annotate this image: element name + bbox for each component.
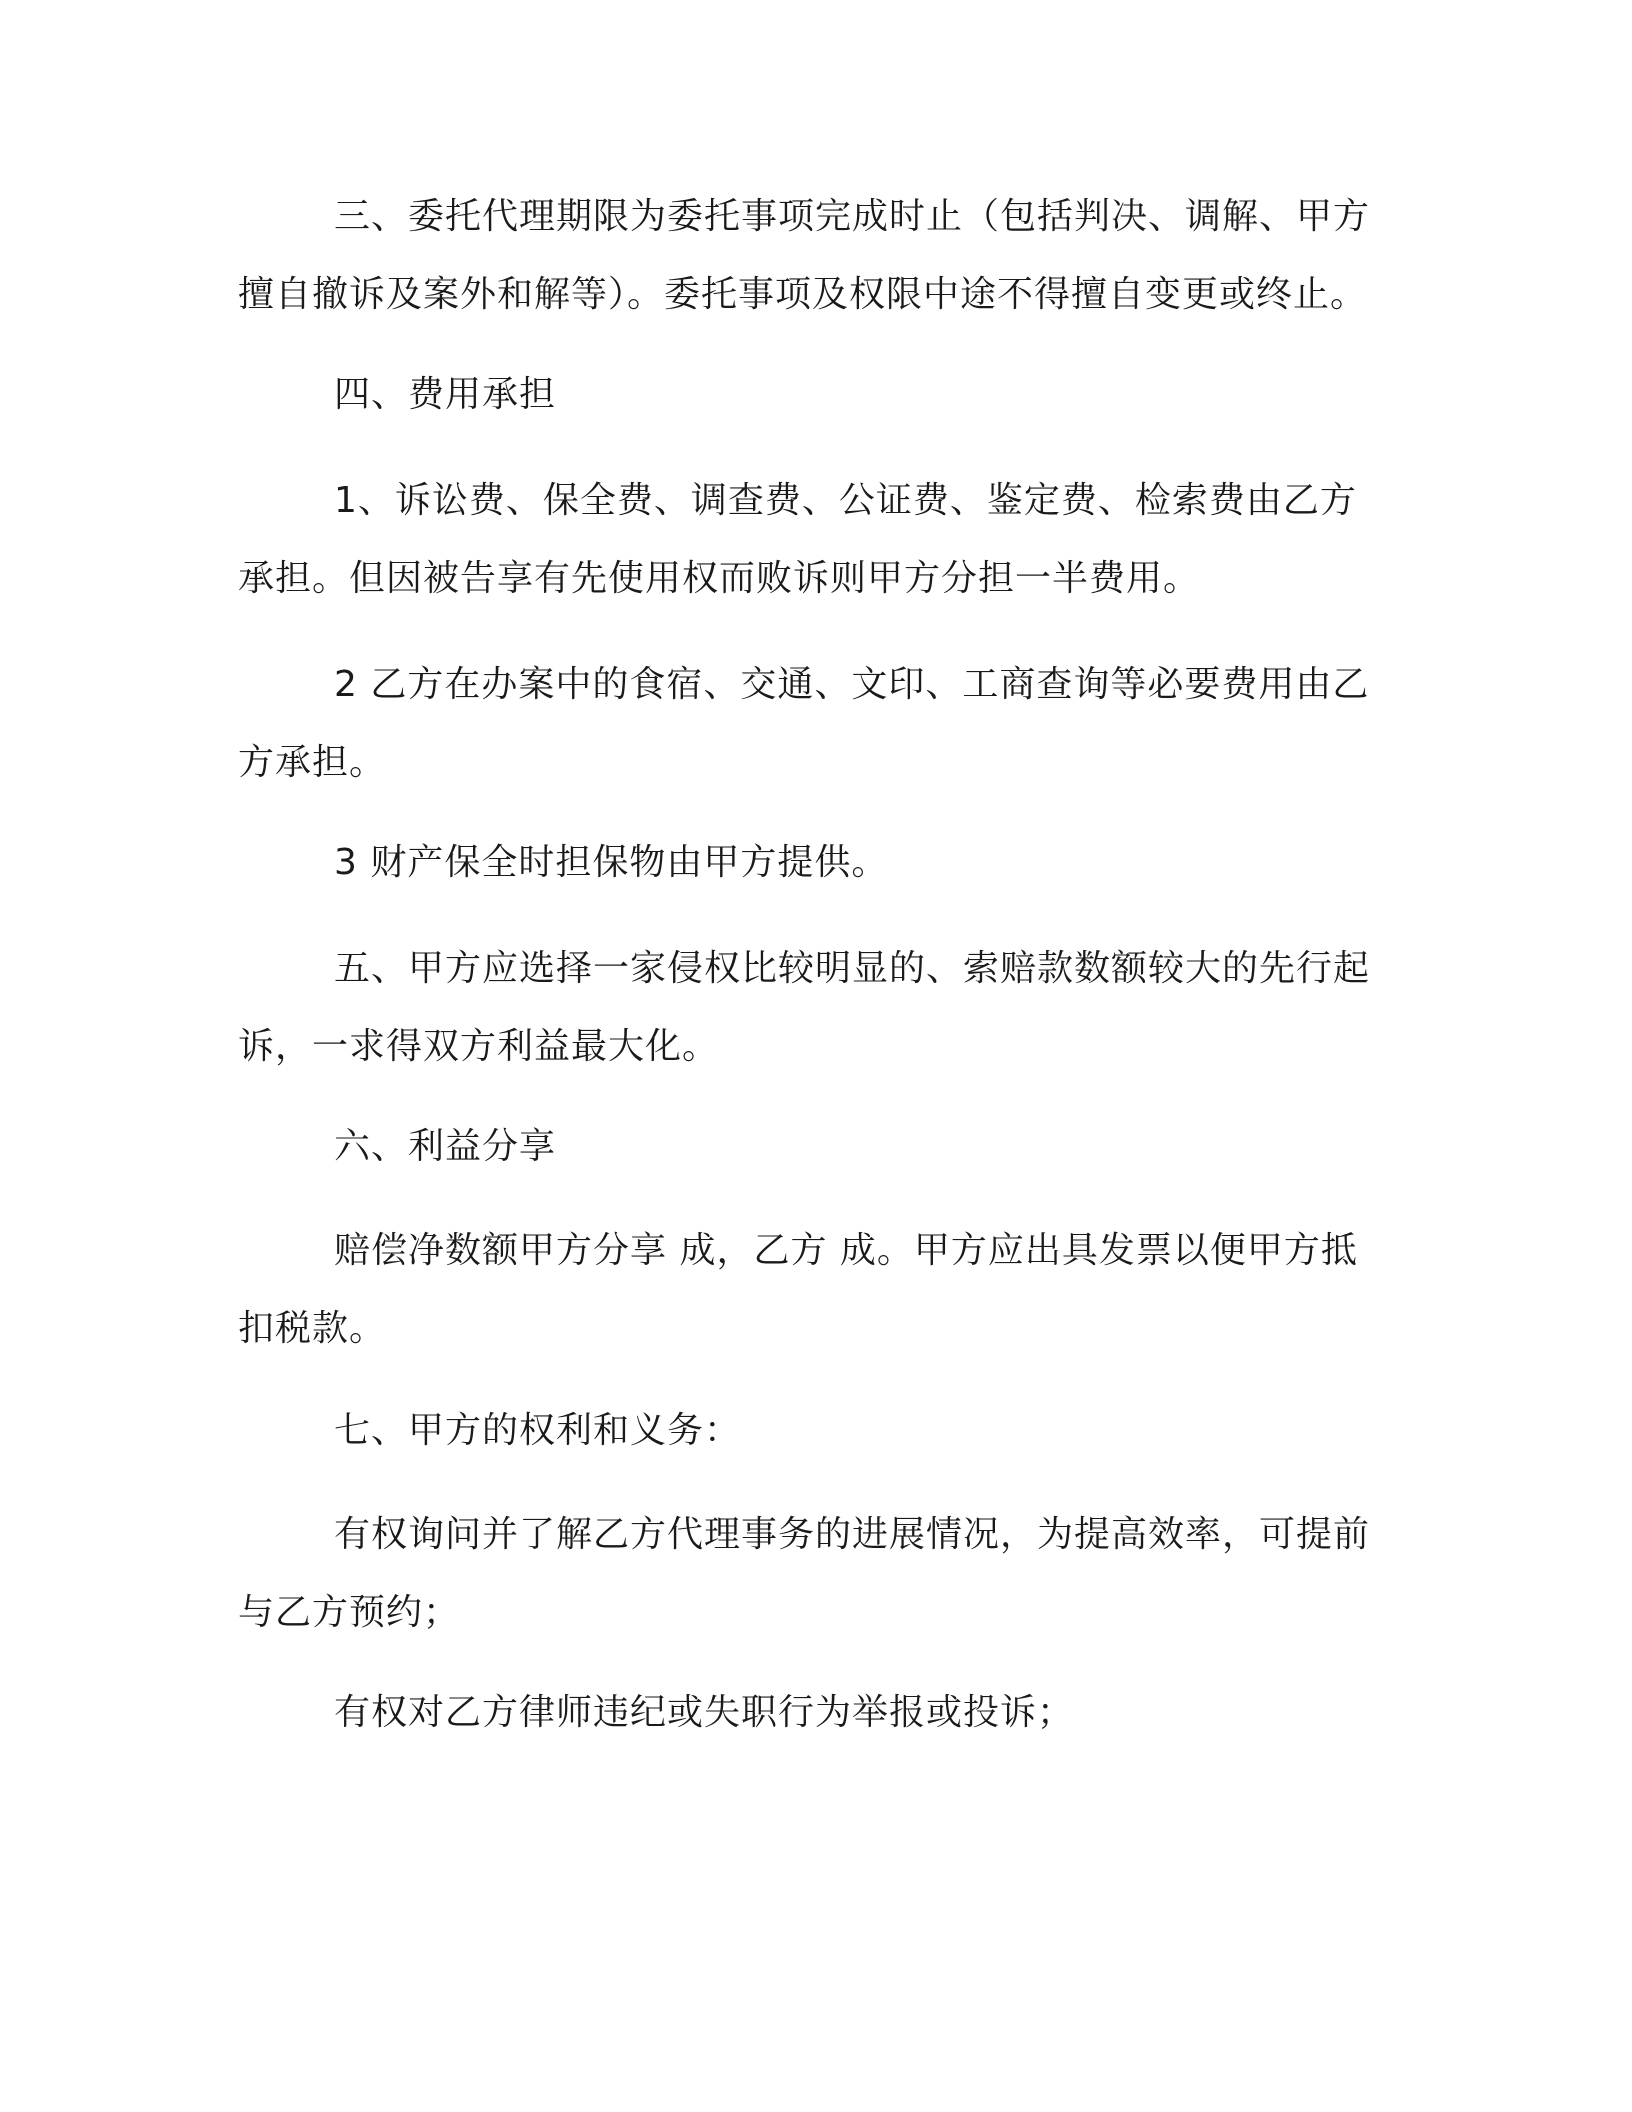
paragraph-line: 诉，一求得双方利益最大化。 <box>238 1026 720 1067</box>
paragraph-term-7-1 <box>238 1496 1388 1652</box>
paragraph-line: 三、委托代理期限为委托事项完成时止（包括判决、调解、甲方 <box>334 196 1371 237</box>
paragraph-line: 扣税款。 <box>238 1308 387 1349</box>
paragraph-term-5 <box>238 930 1388 1086</box>
paragraph-line: 与乙方预约； <box>238 1592 461 1633</box>
paragraph-line: 1、诉讼费、保全费、调查费、公证费、鉴定费、检索费由乙方 <box>334 480 1357 521</box>
paragraph-term-3 <box>238 178 1388 334</box>
section-heading-expenses: 四、费用承担 <box>334 374 557 415</box>
paragraph-line: 五、甲方应选择一家侵权比较明显的、索赔款数额较大的先行起 <box>334 948 1371 989</box>
section-heading-benefit-sharing: 六、利益分享 <box>334 1126 557 1167</box>
section-heading-party-a-rights: 七、甲方的权利和义务： <box>334 1410 742 1451</box>
paragraph-term-4-3: 3 财产保全时担保物由甲方提供。 <box>334 842 889 883</box>
paragraph-line: 有权询问并了解乙方代理事务的进展情况，为提高效率，可提前 <box>334 1514 1371 1555</box>
paragraph-line: 赔偿净数额甲方分享 成，乙方 成。甲方应出具发票以便甲方抵 <box>334 1230 1358 1271</box>
paragraph-term-4-1 <box>238 462 1388 618</box>
paragraph-line: 承担。但因被告享有先使用权而败诉则甲方分担一半费用。 <box>238 558 1201 599</box>
paragraph-term-4-2 <box>238 646 1388 802</box>
paragraph-line: 方承担。 <box>238 742 387 783</box>
paragraph-term-6-body <box>238 1212 1388 1368</box>
paragraph-line: 擅自撤诉及案外和解等）。委托事项及权限中途不得擅自变更或终止。 <box>238 274 1368 315</box>
paragraph-term-7-2: 有权对乙方律师违纪或失职行为举报或投诉； <box>334 1692 1075 1733</box>
paragraph-line: 2 乙方在办案中的食宿、交通、文印、工商查询等必要费用由乙 <box>334 664 1370 705</box>
